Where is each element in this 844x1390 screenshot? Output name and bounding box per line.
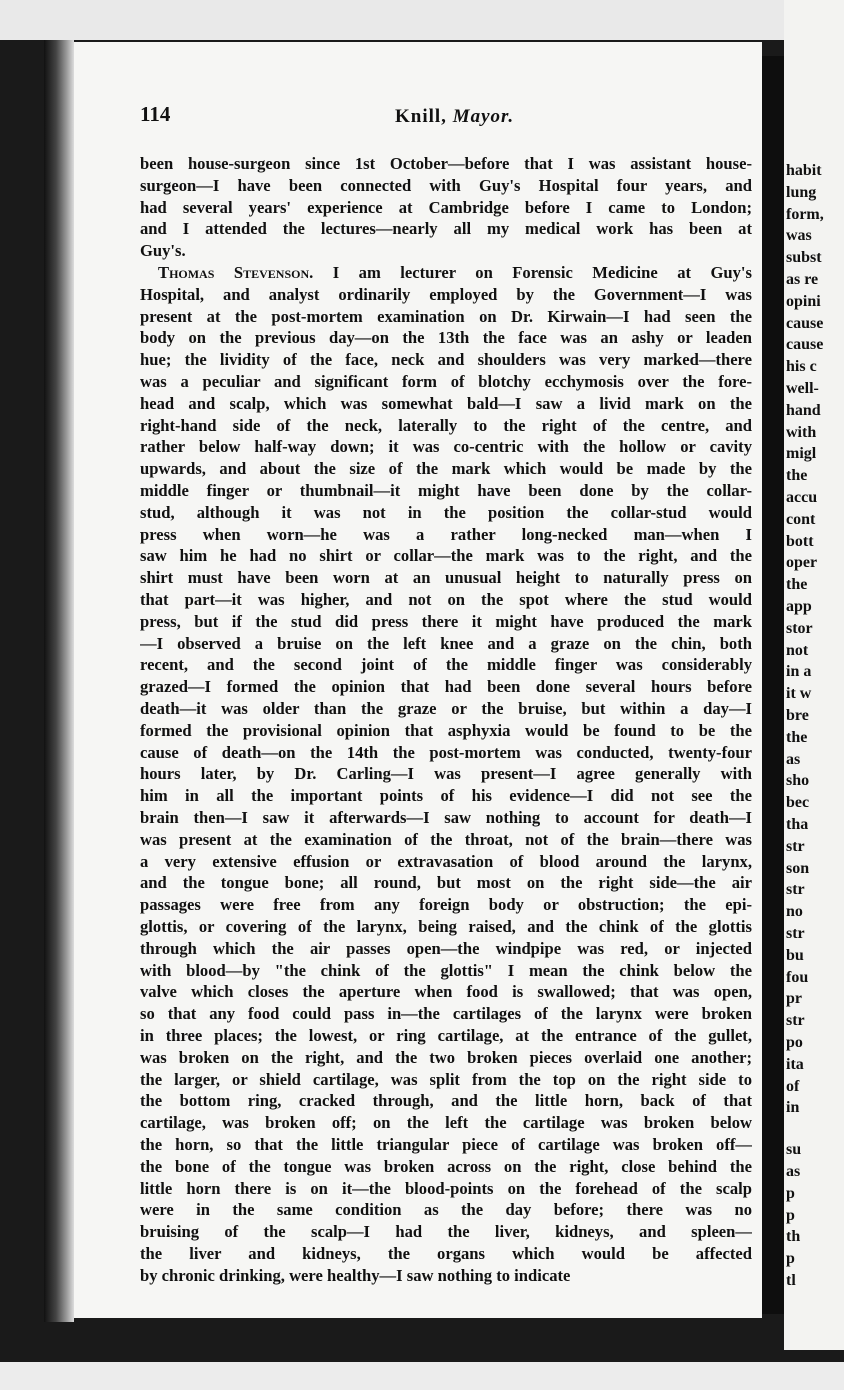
- facing-page-line: hand: [786, 401, 821, 419]
- text-line: surgeon—I have been connected with Guy's Hospital four years, and: [140, 175, 752, 195]
- facing-page-line: not: [786, 641, 809, 659]
- facing-page-line: p: [786, 1206, 795, 1224]
- facing-page-line: cont: [786, 510, 816, 528]
- facing-page-line: stor: [786, 619, 813, 637]
- facing-page-line: po: [786, 1034, 803, 1051]
- facing-page-line: th: [786, 1228, 801, 1246]
- text-line: passages were free from any foreign body or obstruction; the epi-: [140, 895, 752, 915]
- text-line: right-hand side of the neck, laterally to the right of the centre, and: [140, 415, 752, 435]
- facing-page-line: bu: [786, 946, 804, 964]
- facing-page-line: in a: [786, 663, 812, 681]
- text-line: and the tongue bone; all round, but most on the right side—the air: [140, 873, 752, 893]
- text-line: head and scalp, which was somewhat bald—I saw a livid mark on the: [140, 393, 752, 413]
- text-line: press, but if the stud did press there it might have produced the mark: [140, 611, 752, 631]
- text-line: little horn there is on it—the blood-points on the forehead of the scalp: [140, 1178, 752, 1198]
- facing-page-line: the: [786, 467, 808, 485]
- facing-page-line: cause: [786, 336, 824, 354]
- facing-page-line: pr: [786, 990, 802, 1008]
- facing-page-line: with: [786, 423, 817, 441]
- text-line: the larger, or shield cartilage, was split from the top on the right side to: [140, 1069, 752, 1089]
- facing-page-line: the: [786, 576, 808, 594]
- text-line: valve which closes the aperture when food is swallowed; that was open,: [140, 982, 752, 1002]
- facing-page-line: in: [786, 1099, 800, 1117]
- facing-page-line: it w: [786, 685, 812, 703]
- text-line: upwards, and about the size of the mark which would be made by the: [140, 459, 752, 479]
- text-line: recent, and the second joint of the middle finger was considerably: [140, 655, 752, 675]
- text-line: rather below half-way down; it was co-centric with the hollow or cavity: [140, 437, 752, 457]
- facing-page-line: no: [786, 903, 803, 921]
- page-header: [140, 102, 750, 132]
- text-line: glottis, or covering of the larynx, being raised, and the chink of the glottis: [140, 917, 752, 936]
- text-line: cartilage, was broken off; on the left the cartilage was broken below: [140, 1113, 752, 1133]
- facing-page-line: su: [786, 1141, 802, 1159]
- text-line: brain then—I saw it afterwards—I saw nothing to account for death—I: [140, 808, 752, 827]
- facing-page-line: ita: [786, 1055, 804, 1073]
- facing-page-line: accu: [786, 489, 818, 506]
- text-line: shirt must have been worn at an unusual height to naturally press on: [140, 568, 752, 588]
- facing-page-line: str: [786, 837, 805, 855]
- text-line: body on the previous day—on the 13th the face was an ashy or leaden: [140, 328, 752, 348]
- facing-page-line: as: [786, 1163, 801, 1180]
- facing-page-line: fou: [786, 968, 809, 986]
- facing-page-line: form,: [786, 205, 824, 223]
- text-line: Thomas Stevenson. I am lecturer on Forensic Medicine at Guy's: [158, 263, 752, 282]
- page-gutter: [762, 56, 784, 1314]
- book-spine: [44, 40, 74, 1322]
- facing-page-line: well-: [786, 380, 819, 397]
- text-line: the liver and kidneys, the organs which would be affected: [140, 1244, 752, 1263]
- facing-page-line: str: [786, 925, 805, 942]
- text-line: so that any food could pass in—the cartilages of the larynx were broken: [140, 1004, 752, 1024]
- facing-page-line: subst: [786, 249, 822, 267]
- scan-bottom-edge: [0, 1362, 844, 1390]
- text-line: and I attended the lectures—nearly all my medical work has been at: [140, 219, 752, 239]
- text-line: was a peculiar and significant form of blotchy ecchymosis over the fore-: [140, 372, 752, 391]
- running-head-name: Knill,: [395, 106, 447, 127]
- facing-page-line: lung: [786, 183, 817, 201]
- text-line: present at the post-mortem examination on Dr. Kirwain—I had seen the: [140, 306, 752, 326]
- text-line: the bone of the tongue was broken across on the right, close behind the: [140, 1156, 752, 1176]
- facing-page-fragment: [784, 0, 844, 1350]
- facing-page-line: migl: [786, 445, 817, 463]
- text-line: middle finger or thumbnail—it might have been done by the collar-: [140, 481, 752, 500]
- witness-name: Thomas Stevenson.: [158, 263, 314, 282]
- facing-page-line: p: [786, 1184, 795, 1202]
- text-line: had several years' experience at Cambridge before I came to London;: [140, 197, 752, 217]
- facing-page-line: oper: [786, 554, 818, 572]
- text-line: hours later, by Dr. Carling—I was present—I agree generally with: [140, 764, 752, 784]
- text-line: were in the same condition as the day before; there was no: [140, 1200, 752, 1220]
- facing-page-line: of: [786, 1077, 800, 1095]
- text-line: the horn, so that the little triangular piece of cartilage was broken off—: [140, 1135, 752, 1154]
- text-line: —I observed a bruise on the left knee and a graze on the chin, both: [140, 633, 752, 653]
- text-line: Guy's.: [140, 241, 186, 261]
- facing-page-line: opini: [786, 292, 821, 310]
- facing-page-line: bec: [786, 794, 810, 812]
- text-line: stud, although it was not in the position the collar-stud would: [140, 502, 752, 522]
- text-line: saw him he had no shirt or collar—the mark was to the right, and the: [140, 546, 752, 566]
- text-line: press when worn—he was a rather long-necked man—when I: [140, 524, 752, 544]
- text-line: by chronic drinking, were healthy—I saw nothing to indicate: [140, 1265, 571, 1285]
- text-line: a very extensive effusion or extravasation of blood around the larynx,: [140, 851, 752, 871]
- text-line: bruising of the scalp—I had the liver, kidneys, and spleen—: [140, 1222, 752, 1242]
- text-line: hue; the lividity of the face, neck and shoulders was very marked—there: [140, 350, 752, 370]
- text-line: that part—it was higher, and not on the spot where the stud would: [140, 590, 752, 609]
- facing-page-line: cause: [786, 314, 824, 332]
- facing-page-line: the: [786, 728, 808, 746]
- text-line: death—it was older than the graze or the bruise, but within a day—I: [140, 699, 752, 718]
- running-head: [395, 106, 514, 128]
- text-line: was broken on the right, and the two broken pieces overlaid one another;: [140, 1047, 752, 1067]
- facing-page-line: his c: [786, 358, 817, 376]
- running-head-title: Mayor.: [452, 106, 515, 127]
- facing-page-line: as re: [786, 271, 819, 288]
- facing-page-line: bre: [786, 707, 809, 724]
- facing-page-line: str: [786, 1012, 805, 1030]
- text-line: in three places; the lowest, or ring cartilage, at the entrance of the gullet,: [140, 1026, 752, 1045]
- facing-page-line: was: [786, 227, 812, 245]
- facing-page-line: app: [786, 598, 812, 615]
- text-line: grazed—I formed the opinion that had been done several hours before: [140, 677, 752, 697]
- facing-page-line: tl: [786, 1272, 796, 1289]
- text-line: formed the provisional opinion that asphyxia would be found to be the: [140, 720, 752, 740]
- text-line: been house-surgeon since 1st October—before that I was assistant house-: [140, 154, 752, 173]
- scan-top-edge: [0, 0, 844, 40]
- facing-page-line: son: [786, 859, 810, 877]
- page-number: 114: [140, 102, 171, 126]
- facing-page-line: as: [786, 750, 801, 768]
- text-line: Hospital, and analyst ordinarily employed by the Government—I was: [140, 284, 752, 304]
- text-line: the bottom ring, cracked through, and the little horn, back of that: [140, 1091, 752, 1111]
- text-line: with blood—by "the chink of the glottis" I mean the chink below the: [140, 960, 752, 980]
- facing-page-line: str: [786, 881, 805, 899]
- facing-page-line: bott: [786, 532, 814, 550]
- facing-page-line: tha: [786, 816, 809, 833]
- text-line: cause of death—on the 14th the post-mortem was conducted, twenty-four: [140, 742, 752, 762]
- facing-page-line: p: [786, 1250, 795, 1268]
- facing-page-line: habit: [786, 162, 822, 179]
- text-line: was present at the examination of the throat, not of the brain—there was: [140, 829, 752, 849]
- facing-page-line: sho: [786, 772, 810, 790]
- text-line: through which the air passes open—the windpipe was red, or injected: [140, 938, 752, 958]
- text-line: him in all the important points of his evidence—I did not see the: [140, 786, 752, 806]
